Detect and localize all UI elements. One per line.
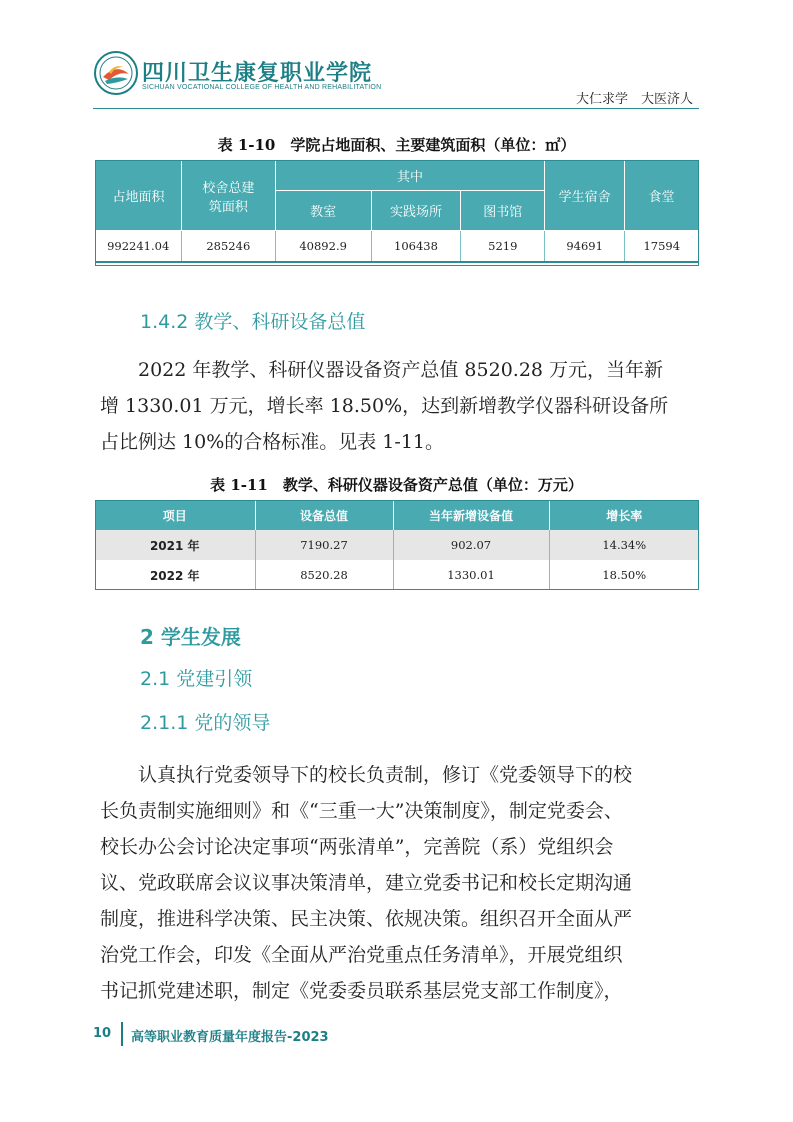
header-practice: 实践场所 <box>371 191 461 231</box>
paragraph-line: 议、党政联席会议议事决策清单，建立党委书记和校长定期沟通 <box>100 872 633 894</box>
header-item: 项目 <box>95 500 255 530</box>
paragraph-line: 制度，推进科学决策、民主决策、依规决策。组织召开全面从严 <box>100 908 633 930</box>
land-building-area-table <box>95 160 699 263</box>
section-1-4-2-paragraph <box>100 352 696 460</box>
cell-classroom: 40892.9 <box>275 231 371 262</box>
report-title: 高等职业教育质量年度报告-2023 <box>131 1030 329 1045</box>
cell-year: 2021 年 <box>95 530 255 560</box>
school-motto: 大仁求学 大医济人 <box>575 92 693 107</box>
page-header <box>0 0 793 110</box>
header-total-value: 设备总值 <box>255 500 393 530</box>
cell-land-area: 992241.04 <box>96 231 182 262</box>
header-new-value: 当年新增设备值 <box>393 500 549 530</box>
cell-year: 2022 年 <box>95 560 255 590</box>
table-row <box>95 560 699 590</box>
paragraph-line: 长负责制实施细则》和《“三重一大”决策制度》，制定党委会、 <box>100 800 623 822</box>
school-name: 四川卫生康复职业学院 <box>142 60 373 86</box>
cell-practice: 106438 <box>371 231 461 262</box>
header-divider <box>93 108 699 109</box>
table-row <box>95 530 699 560</box>
table-1-10-caption: 表 1-10 学院占地面积、主要建筑面积（单位：㎡） <box>217 136 576 154</box>
cell-growth-rate: 18.50% <box>602 568 647 582</box>
header-total-building: 校舍总建筑面积 <box>181 161 275 231</box>
paragraph-line: 占比例达 10%的合格标准。见表 1-11。 <box>100 431 444 453</box>
header-land-area: 占地面积 <box>96 161 182 231</box>
header-dorm: 学生宿舍 <box>545 161 625 231</box>
cell-dorm: 94691 <box>545 231 625 262</box>
paragraph-line: 认真执行党委领导下的校长负责制，修订《党委领导下的校 <box>138 764 633 786</box>
section-1-4-2-heading: 1.4.2 教学、科研设备总值 <box>140 311 366 333</box>
section-2-1-heading: 2.1 党建引领 <box>140 668 253 690</box>
table-row <box>96 231 699 262</box>
header-canteen: 食堂 <box>625 161 699 231</box>
paragraph-line: 2022 年教学、科研仪器设备资产总值 8520.28 万元，当年新 <box>138 359 664 381</box>
paragraph-line: 书记抓党建述职，制定《党委委员联系基层党支部工作制度》， <box>100 980 623 1002</box>
section-2-heading: 2 学生发展 <box>140 625 241 649</box>
cell-total-value: 8520.28 <box>255 560 393 590</box>
cell-growth-rate: 14.34% <box>549 530 699 560</box>
cell-new-value: 1330.01 <box>393 560 549 590</box>
cell-library: 5219 <box>461 231 545 262</box>
section-2-1-1-heading: 2.1.1 党的领导 <box>140 712 271 734</box>
paragraph-line: 增 1330.01 万元，增长率 18.50%，达到新增教学仪器科研设备所 <box>100 395 669 417</box>
paragraph-line: 校长办公会讨论决定事项“两张清单”，完善院（系）党组织会 <box>100 836 614 858</box>
cell-new-value: 902.07 <box>393 530 549 560</box>
footer-divider <box>121 1022 123 1046</box>
header-among: 其中 <box>275 161 544 191</box>
school-name-en: SICHUAN VOCATIONAL COLLEGE OF HEALTH AND REHABILITATION <box>142 84 382 91</box>
header-classroom: 教室 <box>275 191 371 231</box>
header-growth-rate: 增长率 <box>549 500 699 530</box>
equipment-value-table <box>95 500 699 590</box>
paragraph-line: 治党工作会，印发《全面从严治党重点任务清单》，开展党组织 <box>100 944 623 966</box>
section-2-1-1-paragraph <box>100 757 696 1009</box>
table-1-11-caption: 表 1-11 教学、科研仪器设备资产总值（单位：万元） <box>210 476 583 494</box>
header-library: 图书馆 <box>461 191 545 231</box>
cell-total-building: 285246 <box>181 231 275 262</box>
page-number: 10 <box>93 1026 112 1041</box>
cell-canteen: 17594 <box>625 231 699 262</box>
cell-total-value: 7190.27 <box>255 530 393 560</box>
college-logo-icon <box>93 50 139 96</box>
